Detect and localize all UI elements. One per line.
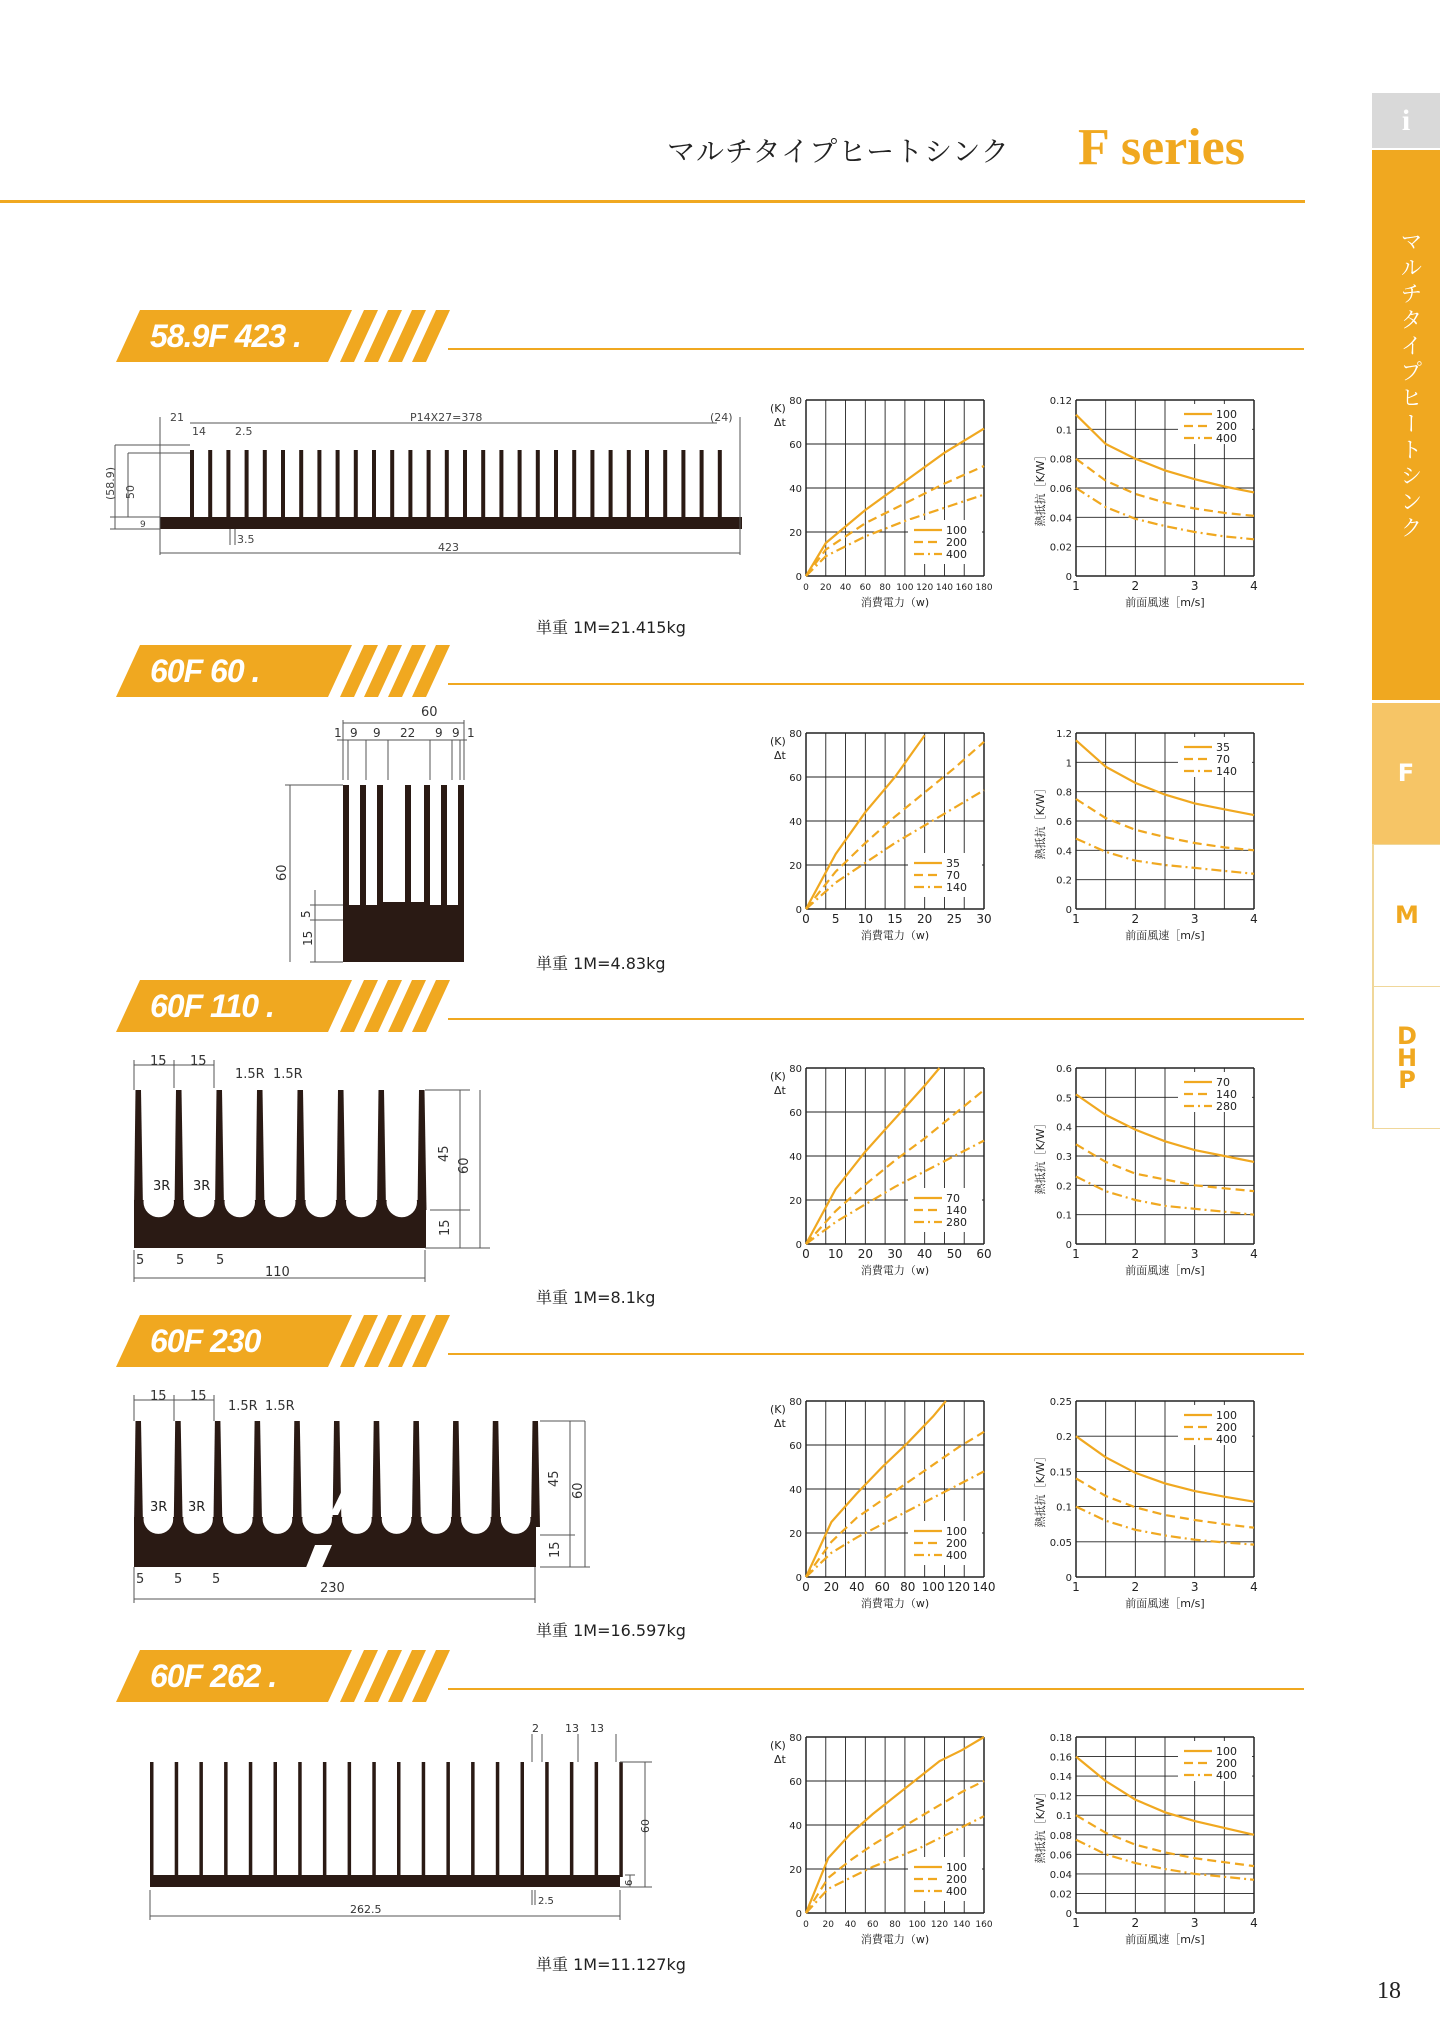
legend-label: 35 (946, 857, 960, 870)
y-tick-label: 0 (1065, 1909, 1072, 1920)
temperature-rise-chart (766, 1727, 1026, 1967)
y-unit-label: (K) (770, 1403, 786, 1416)
y-tick-label: 40 (789, 1152, 802, 1163)
y-tick-label: 0.05 (1049, 1537, 1072, 1549)
legend-label: 100 (946, 1861, 967, 1874)
x-tick-label: 0 (802, 1247, 810, 1261)
dim-5c: 5 (216, 1253, 225, 1268)
legend-label: 280 (946, 1216, 967, 1229)
dim-1b: 1 (467, 726, 475, 740)
section-title: 60F 262 . (150, 1658, 277, 1694)
y-tick-label: 20 (789, 528, 802, 539)
y-tick-label: 0.04 (1049, 1869, 1072, 1881)
dim-13a: 13 (565, 1722, 579, 1735)
tab-f-label: F (1397, 759, 1415, 787)
dim-60: 60 (571, 1482, 586, 1499)
dim-1-5r-b: 1.5R (273, 1067, 303, 1082)
section-banner-2 (116, 980, 450, 1032)
x-tick-label: 0 (802, 912, 810, 926)
x-tick-label: 60 (859, 583, 872, 593)
dim-14: 14 (192, 425, 206, 438)
legend-label: 400 (1216, 1433, 1237, 1446)
x-tick-label: 4 (1250, 579, 1258, 593)
page-header (0, 0, 1305, 210)
side-index (1372, 93, 1440, 1135)
y-tick-label: 80 (789, 1733, 802, 1744)
legend-label: 200 (1216, 420, 1237, 433)
section-title: 58.9F 423 . (150, 318, 301, 354)
x-tick-label: 100 (921, 1580, 945, 1594)
x-tick-label: 140 (935, 583, 954, 593)
x-tick-label: 80 (900, 1580, 916, 1594)
dim-5c: 5 (212, 1572, 221, 1587)
y-tick-label: 0.1 (1056, 1811, 1072, 1823)
x-axis-label: 消費電力（w) (860, 1933, 930, 1946)
profile-drawing-58-9f-423 (100, 405, 760, 575)
y-tick-label: 60 (789, 1441, 802, 1452)
y-tick-label: 0.2 (1056, 1432, 1072, 1444)
legend-label: 70 (946, 1192, 960, 1205)
y-tick-label: 0.1 (1056, 1210, 1072, 1222)
y-axis-label: Δt (774, 1417, 786, 1430)
x-tick-label: 1 (1072, 912, 1080, 926)
dim-1-5r-a: 1.5R (228, 1399, 258, 1414)
y-axis-label: Δt (774, 416, 786, 429)
y-tick-label: 0.16 (1049, 1752, 1072, 1764)
y-tick-label: 0 (795, 1909, 802, 1920)
legend-label: 400 (1216, 432, 1237, 445)
legend-label: 70 (1216, 753, 1230, 766)
tab-m[interactable] (1372, 845, 1440, 987)
legend-label: 100 (1216, 1409, 1237, 1422)
x-tick-label: 3 (1190, 1247, 1199, 1261)
x-tick-label: 20 (823, 1580, 840, 1594)
dim-24: (24) (710, 411, 733, 424)
y-axis-label: 熱抵抗［K/W］ (1034, 782, 1047, 860)
y-tick-label: 0 (795, 1240, 802, 1251)
y-tick-label: 0 (1065, 572, 1072, 583)
y-tick-label: 0.4 (1056, 846, 1072, 858)
x-axis-label: 前面風速［m/s] (1125, 929, 1205, 942)
thermal-resistance-chart (1036, 723, 1296, 963)
x-tick-label: 100 (896, 583, 914, 593)
dim-2: 2 (532, 1722, 539, 1735)
profile-drawing-60f-110 (120, 1050, 500, 1300)
x-tick-label: 100 (908, 1920, 926, 1930)
profile-drawing-60f-262 (140, 1720, 660, 1930)
thermal-resistance-chart (1036, 390, 1296, 630)
section-rule (448, 1688, 1304, 1690)
x-axis-label: 消費電力（w) (860, 1264, 930, 1277)
thermal-resistance-chart (1036, 1058, 1296, 1298)
y-tick-label: 40 (789, 817, 802, 828)
legend-label: 140 (1216, 765, 1237, 778)
tab-dhp-label: DHP (1396, 1022, 1418, 1094)
y-unit-label: (K) (770, 735, 786, 748)
dim-5b: 5 (176, 1253, 185, 1268)
y-axis-label: Δt (774, 1084, 786, 1097)
x-tick-label: 1 (1072, 579, 1080, 593)
x-tick-label: 80 (889, 1920, 901, 1930)
x-tick-label: 4 (1250, 1580, 1258, 1594)
dim-2-5: 2.5 (538, 1896, 554, 1907)
y-tick-label: 80 (789, 729, 802, 740)
x-tick-label: 20 (917, 912, 933, 926)
section-title: 60F 60 . (150, 653, 260, 689)
x-tick-label: 140 (953, 1920, 971, 1930)
y-tick-label: 80 (789, 396, 802, 407)
dim-15a: 15 (150, 1389, 167, 1404)
x-tick-label: 2 (1131, 912, 1140, 926)
section-banner-4 (116, 1650, 450, 1702)
tab-dhp[interactable] (1372, 987, 1440, 1129)
dim-110: 110 (265, 1265, 290, 1280)
y-tick-label: 1 (1065, 758, 1072, 770)
tab-m-label: M (1395, 901, 1419, 929)
dim-9c: 9 (435, 726, 443, 740)
legend-label: 100 (1216, 408, 1237, 421)
dim-423: 423 (438, 541, 459, 554)
section-rule (448, 683, 1304, 685)
legend-label: 35 (1216, 741, 1230, 754)
y-tick-label: 0.14 (1049, 1772, 1072, 1784)
x-tick-label: 15 (887, 912, 903, 926)
dim-6: 6 (624, 1879, 635, 1886)
y-axis-label: Δt (774, 749, 786, 762)
dim-3-5: 3.5 (237, 533, 255, 546)
y-tick-label: 0 (795, 572, 802, 583)
dim-60-width: 60 (421, 705, 438, 720)
y-axis-label: 熱抵抗［K/W］ (1034, 449, 1047, 527)
x-axis-label: 前面風速［m/s] (1125, 1597, 1205, 1610)
y-tick-label: 0.6 (1056, 1064, 1072, 1075)
dim-9a: 9 (350, 726, 358, 740)
y-tick-label: 0.18 (1049, 1733, 1072, 1744)
legend-label: 70 (1216, 1076, 1230, 1089)
legend-label: 100 (1216, 1745, 1237, 1758)
x-tick-label: 20 (820, 583, 832, 593)
profile-drawing-60f-60 (255, 700, 545, 970)
unit-weight: 単重 1M=8.1kg (536, 1288, 656, 1307)
x-tick-label: 60 (867, 1920, 879, 1930)
x-axis-label: 消費電力（w) (860, 1597, 930, 1610)
x-tick-label: 10 (857, 912, 873, 926)
dim-15c: 15 (438, 1219, 453, 1236)
unit-weight: 単重 1M=4.83kg (536, 954, 666, 973)
dim-15b: 15 (190, 1054, 207, 1069)
x-tick-label: 3 (1190, 912, 1199, 926)
dim-3r-a: 3R (153, 1179, 171, 1194)
temperature-rise-chart (766, 390, 1026, 630)
dim-45: 45 (547, 1470, 562, 1487)
y-tick-label: 0.02 (1049, 1889, 1072, 1901)
dim-58-9: (58.9) (104, 466, 117, 500)
page-title-series: F series (1078, 119, 1245, 176)
y-tick-label: 0 (1065, 1240, 1072, 1251)
y-tick-label: 1.2 (1056, 729, 1072, 740)
legend-label: 200 (946, 536, 967, 549)
dim-262-5: 262.5 (350, 1903, 382, 1916)
temperature-rise-chart (766, 723, 1026, 963)
x-tick-label: 120 (916, 583, 934, 593)
temperature-rise-chart (766, 1058, 1026, 1298)
y-tick-label: 40 (789, 484, 802, 495)
x-tick-label: 1 (1072, 1247, 1080, 1261)
y-axis-label: 熱抵抗［K/W］ (1034, 1786, 1047, 1864)
x-tick-label: 180 (975, 583, 993, 593)
x-tick-label: 0 (802, 1580, 810, 1594)
legend-label: 400 (1216, 1769, 1237, 1782)
dim-60: 60 (639, 1819, 652, 1833)
dim-230: 230 (320, 1581, 345, 1596)
legend-label: 400 (946, 548, 967, 561)
y-tick-label: 0.2 (1056, 875, 1072, 887)
y-tick-label: 40 (789, 1821, 802, 1832)
dim-45: 45 (437, 1145, 452, 1162)
section-banner-0 (116, 310, 450, 362)
y-tick-label: 60 (789, 1777, 802, 1788)
y-tick-label: 0.06 (1049, 484, 1072, 495)
dim-21: 21 (170, 411, 184, 424)
x-tick-label: 4 (1250, 1247, 1258, 1261)
legend-label: 140 (946, 1204, 967, 1217)
dim-5b: 5 (174, 1572, 183, 1587)
y-unit-label: (K) (770, 402, 786, 415)
x-axis-label: 前面風速［m/s] (1125, 1933, 1205, 1946)
x-tick-label: 3 (1190, 1916, 1199, 1930)
y-tick-label: 0.3 (1056, 1152, 1072, 1163)
x-axis-label: 前面風速［m/s] (1125, 596, 1205, 609)
legend-label: 280 (1216, 1100, 1237, 1113)
x-tick-label: 140 (972, 1580, 996, 1594)
x-tick-label: 120 (930, 1920, 949, 1930)
y-tick-label: 60 (789, 773, 802, 784)
side-index-vertical-text: マルチタイプヒートシンク (1397, 230, 1422, 542)
legend-label: 200 (946, 1873, 967, 1886)
x-tick-label: 160 (975, 1920, 993, 1930)
x-tick-label: 2 (1131, 1580, 1140, 1594)
dim-1a: 1 (334, 726, 342, 740)
x-tick-label: 5 (831, 912, 840, 926)
dim-50: 50 (124, 485, 137, 499)
section-banner-3 (116, 1315, 450, 1367)
legend-label: 400 (946, 1549, 967, 1562)
dim-9b: 9 (373, 726, 381, 740)
dim-3r-b: 3R (193, 1179, 211, 1194)
x-tick-label: 2 (1131, 579, 1140, 593)
y-tick-label: 0.8 (1056, 787, 1072, 799)
dim-5a: 5 (136, 1253, 145, 1268)
side-index-top-letter: i (1372, 93, 1440, 148)
y-tick-label: 0.08 (1049, 454, 1072, 466)
y-tick-label: 0 (1065, 905, 1072, 916)
x-tick-label: 80 (879, 583, 891, 593)
x-tick-label: 40 (839, 583, 852, 593)
legend-label: 100 (946, 1525, 967, 1538)
x-tick-label: 120 (947, 1580, 971, 1594)
x-axis-label: 前面風速［m/s] (1125, 1264, 1205, 1277)
legend-label: 140 (946, 881, 967, 894)
x-tick-label: 40 (844, 1920, 857, 1930)
x-axis-label: 消費電力（w) (860, 929, 930, 942)
thermal-resistance-chart (1036, 1391, 1296, 1631)
x-tick-label: 20 (822, 1920, 834, 1930)
y-tick-label: 0.15 (1049, 1467, 1072, 1479)
dim-60: 60 (457, 1157, 472, 1174)
x-tick-label: 2 (1131, 1916, 1140, 1930)
y-tick-label: 0.5 (1056, 1093, 1072, 1105)
dim-15c: 15 (548, 1541, 563, 1558)
dim-3r-a: 3R (150, 1500, 168, 1515)
section-title: 60F 110 . (150, 988, 274, 1024)
dim-5a: 5 (136, 1572, 145, 1587)
section-rule (448, 1018, 1304, 1020)
legend-label: 400 (946, 1885, 967, 1898)
page-title-jp: マルチタイプヒートシンク (667, 135, 1010, 168)
y-tick-label: 0.08 (1049, 1830, 1072, 1842)
x-tick-label: 1 (1072, 1580, 1080, 1594)
y-tick-label: 20 (789, 861, 802, 872)
y-axis-label: 熱抵抗［K/W］ (1034, 1450, 1047, 1528)
unit-weight: 単重 1M=11.127kg (536, 1955, 686, 1974)
x-tick-label: 25 (946, 912, 962, 926)
y-tick-label: 0.1 (1056, 425, 1072, 437)
y-tick-label: 0.06 (1049, 1850, 1072, 1862)
y-tick-label: 0 (795, 1573, 802, 1584)
dim-1-5r-b: 1.5R (265, 1399, 295, 1414)
header-rule (0, 200, 1305, 203)
x-tick-label: 60 (976, 1247, 992, 1261)
x-axis-label: 消費電力（w) (860, 596, 930, 609)
unit-weight: 単重 1M=21.415kg (536, 618, 686, 637)
x-tick-label: 50 (946, 1247, 962, 1261)
y-tick-label: 0.6 (1056, 817, 1072, 828)
y-tick-label: 60 (789, 1108, 802, 1119)
y-unit-label: (K) (770, 1739, 786, 1752)
x-tick-label: 40 (917, 1247, 933, 1261)
y-axis-label: 熱抵抗［K/W］ (1034, 1117, 1047, 1195)
y-tick-label: 80 (789, 1064, 802, 1075)
y-tick-label: 20 (789, 1529, 802, 1540)
y-tick-label: 0.12 (1049, 1791, 1072, 1803)
tab-f[interactable] (1372, 703, 1440, 845)
x-tick-label: 40 (849, 1580, 865, 1594)
section-banner-1 (116, 645, 450, 697)
y-tick-label: 40 (789, 1485, 802, 1496)
y-tick-label: 60 (789, 440, 802, 451)
x-tick-label: 30 (976, 912, 992, 926)
legend-label: 200 (946, 1537, 967, 1550)
x-tick-label: 0 (803, 583, 809, 593)
x-tick-label: 0 (803, 1920, 809, 1930)
dim-15: 15 (301, 930, 315, 946)
legend-label: 140 (1216, 1088, 1237, 1101)
section-title: 60F 230 (150, 1323, 261, 1359)
x-tick-label: 4 (1250, 912, 1258, 926)
thermal-resistance-chart (1036, 1727, 1296, 1967)
x-tick-label: 3 (1190, 1580, 1199, 1594)
side-index-band (1372, 150, 1440, 700)
y-tick-label: 0.04 (1049, 513, 1072, 525)
y-tick-label: 0.25 (1049, 1397, 1072, 1408)
y-tick-label: 0.02 (1049, 542, 1072, 554)
y-tick-label: 0.1 (1056, 1502, 1072, 1514)
y-axis-label: Δt (774, 1753, 786, 1766)
dim-9: 9 (140, 520, 146, 530)
y-tick-label: 0.12 (1049, 396, 1072, 407)
x-tick-label: 30 (887, 1247, 903, 1261)
dim-3r-b: 3R (188, 1500, 206, 1515)
dim-2-5: 2.5 (235, 425, 253, 438)
legend-label: 200 (1216, 1421, 1237, 1434)
dim-15b: 15 (190, 1389, 207, 1404)
y-tick-label: 20 (789, 1196, 802, 1207)
dim-13b: 13 (590, 1722, 604, 1735)
y-tick-label: 80 (789, 1397, 802, 1408)
section-rule (448, 1353, 1304, 1355)
profile-drawing-60f-230 (120, 1385, 590, 1615)
y-tick-label: 0 (795, 905, 802, 916)
section-rule (448, 348, 1304, 350)
legend-label: 100 (946, 524, 967, 537)
dim-22: 22 (400, 726, 416, 740)
page-number: 18 (1377, 1978, 1401, 2004)
dim-9d: 9 (452, 726, 460, 740)
legend-label: 70 (946, 869, 960, 882)
y-tick-label: 0.2 (1056, 1181, 1072, 1193)
y-tick-label: 0 (1065, 1573, 1072, 1584)
x-tick-label: 2 (1131, 1247, 1140, 1261)
dim-pitch: P14X27=378 (410, 411, 483, 424)
x-tick-label: 60 (874, 1580, 890, 1594)
x-tick-label: 3 (1190, 579, 1199, 593)
x-tick-label: 1 (1072, 1916, 1080, 1930)
unit-weight: 単重 1M=16.597kg (536, 1621, 686, 1640)
y-tick-label: 0.4 (1056, 1122, 1072, 1134)
temperature-rise-chart (766, 1391, 1026, 1631)
x-tick-label: 160 (955, 583, 973, 593)
y-unit-label: (K) (770, 1070, 786, 1083)
dim-5: 5 (299, 910, 313, 918)
dim-15a: 15 (150, 1054, 167, 1069)
dim-60-height: 60 (275, 864, 290, 881)
dim-1-5r-a: 1.5R (235, 1067, 265, 1082)
x-tick-label: 4 (1250, 1916, 1258, 1930)
y-tick-label: 20 (789, 1865, 802, 1876)
x-tick-label: 20 (857, 1247, 873, 1261)
legend-label: 200 (1216, 1757, 1237, 1770)
x-tick-label: 10 (828, 1247, 844, 1261)
